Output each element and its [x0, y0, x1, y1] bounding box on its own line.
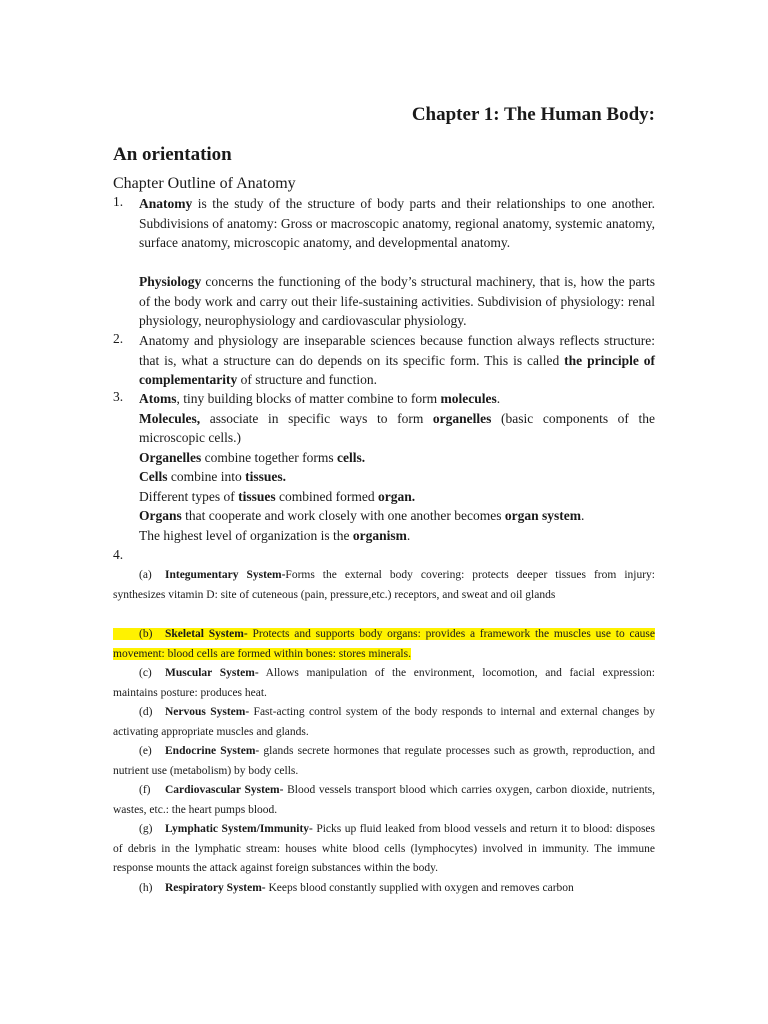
atoms-text: , tiny building blocks of matter combine to form — [176, 391, 441, 406]
system-letter: (d) — [139, 706, 153, 718]
system-letter: (c) — [139, 667, 152, 679]
molecules-lead: Molecules, — [139, 410, 201, 426]
system-name: Respiratory System- — [165, 882, 266, 894]
item-4-number: 4. — [113, 547, 124, 562]
physiology-term: Physiology — [139, 274, 202, 289]
organs-lead: Organs — [139, 508, 182, 523]
cells-line — [139, 467, 655, 487]
system-name: Nervous System- — [165, 706, 250, 718]
organ-system-term: organ system — [504, 508, 582, 523]
diff-mid: combined formed — [275, 488, 378, 504]
highest-end: . — [406, 527, 411, 543]
complementarity-term: the principle of complementarity — [139, 352, 655, 387]
system-text: Forms the external body covering: protects deeper tissues from injury: synthesizes vitamin D: site of cuteneous (pain, pressure,etc.) receptors, and sweat and oil glands — [113, 569, 655, 601]
tissues-line — [139, 487, 655, 507]
system-text: Keeps blood constantly supplied with oxygen and removes carbon — [265, 882, 574, 894]
atoms-term: Atoms — [139, 391, 177, 406]
system-letter: (b) — [139, 628, 153, 640]
system-name: Skeletal System- — [165, 628, 248, 640]
system-item — [113, 703, 655, 742]
system-letter: (h) — [139, 882, 153, 894]
item-1-number: 1. — [113, 194, 124, 209]
system-item — [113, 820, 655, 879]
chapter-subtitle: An orientation — [113, 144, 232, 165]
organelles-text: combine together forms — [201, 449, 337, 465]
system-name: Integumentary System- — [165, 569, 286, 581]
organelles-term: organelles — [432, 410, 492, 426]
outline-heading: Chapter Outline of Anatomy — [113, 175, 296, 192]
item-2-text: Anatomy and physiology are inseparable sciences because function always reflects structure: that is, what a structure can do depends on its specific form. This is called — [139, 333, 655, 368]
system-item — [113, 742, 655, 781]
cells-term: cells. — [336, 449, 366, 465]
item-3-paragraph — [139, 389, 655, 545]
organ-term: organ. — [377, 488, 416, 504]
molecules-end: (basic components of the microscopic cells.) — [139, 410, 655, 445]
organs-text: that cooperate and work closely with one another becomes — [181, 508, 505, 523]
item-2-number: 2. — [113, 331, 124, 346]
item-2-paragraph — [139, 331, 655, 390]
system-item — [113, 879, 655, 899]
system-text: glands secrete hormones that regulate processes such as growth, reproduction, and nutrient use (metabolism) by body cells. — [113, 745, 655, 777]
molecules-text: associate in specific ways to form — [200, 410, 433, 426]
organism-term: organism — [352, 527, 407, 543]
system-name: Muscular System- — [165, 667, 259, 679]
system-letter: (g) — [139, 823, 153, 835]
system-item — [113, 781, 655, 820]
tissues-term: tissues. — [245, 469, 287, 484]
system-letter: (f) — [139, 784, 151, 796]
organism-line — [139, 526, 655, 546]
organs-end: . — [581, 508, 585, 523]
system-text: Protects and supports body organs: provides a framework the muscles use to cause movement: blood cells are formed within bones: stores minerals. — [113, 628, 655, 660]
atoms-end: . — [496, 391, 501, 406]
system-name: Endocrine System- — [165, 745, 260, 757]
system-text: Fast-acting control system of the body responds to internal and external changes by activating appropriate muscles and glands. — [113, 706, 656, 738]
organelles-line — [139, 448, 655, 468]
anatomy-term: Anatomy — [139, 196, 193, 211]
cells-lead: Cells — [139, 469, 168, 484]
diff-text: Different types of — [139, 488, 239, 504]
atoms-line — [139, 389, 655, 409]
item-1-anatomy-paragraph — [139, 194, 655, 253]
item-2-text-end: of structure and function. — [237, 372, 378, 387]
system-item — [113, 664, 655, 703]
molecules-line — [139, 409, 655, 448]
chapter-title: Chapter 1: The Human Body: — [411, 104, 655, 125]
organelles-lead: Organelles — [139, 449, 202, 465]
system-item — [113, 566, 655, 605]
highest-text: The highest level of organization is the — [139, 527, 353, 543]
system-text: Picks up fluid leaked from blood vessels and return it to blood: disposes of debris in the lymphatic stream: houses white blood cells (lymphocytes) involved in immunity. The immune response mounts the attack against foreign substances within the body. — [113, 823, 655, 874]
system-text: Allows manipulation of the environment, locomotion, and facial expression: maintains posture: produces heat. — [113, 667, 656, 699]
organs-line — [139, 506, 655, 526]
tissues-lead: tissues — [238, 488, 276, 504]
anatomy-text: is the study of the structure of body parts and their relationships to one another. Subdivisions of anatomy: Gross or macroscopic anatomy, regional anatomy, systemic anatomy, surface anatomy, microscopic anatomy, and developmental anatomy. — [139, 196, 655, 250]
system-name: Lymphatic System/Immunity- — [165, 823, 313, 835]
system-letter: (e) — [139, 745, 152, 757]
system-item-highlighted — [113, 625, 655, 664]
system-text: Blood vessels transport blood which carries oxygen, carbon dioxide, nutrients, wastes, etc.: the heart pumps blood. — [113, 784, 655, 816]
system-letter: (a) — [139, 569, 152, 581]
highlight-mark — [113, 628, 655, 660]
molecules-term: molecules — [440, 391, 497, 406]
item-1-physiology-paragraph — [139, 272, 655, 331]
system-name: Cardiovascular System- — [165, 784, 284, 796]
physiology-text: concerns the functioning of the body’s structural machinery, that is, how the parts of the body work and carry out their life-sustaining activities. Subdivision of physiology: renal physiology, neurophysiology and cardiovascular physiology. — [139, 274, 655, 328]
item-3-number: 3. — [113, 389, 124, 404]
cells-text: combine into — [167, 469, 246, 484]
